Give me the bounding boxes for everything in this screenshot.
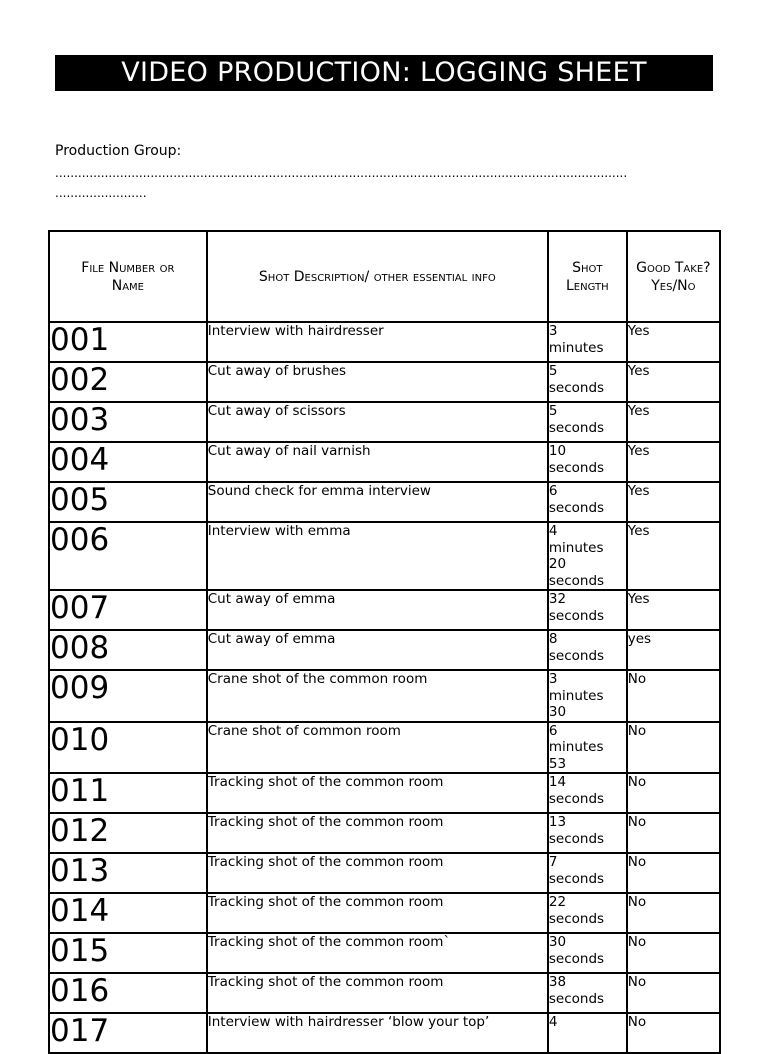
- table-row: [49, 322, 720, 362]
- shot-description-cell: Tracking shot of the common room: [207, 893, 548, 933]
- file-number-cell: 015: [49, 933, 207, 973]
- file-number-cell: 007: [49, 590, 207, 630]
- file-number-cell: 011: [49, 773, 207, 813]
- shot-description-cell: Cut away of emma: [207, 630, 548, 670]
- shot-length-text: 8 seconds: [548, 631, 605, 664]
- good-take-cell: Yes: [627, 442, 720, 482]
- header-row: [49, 231, 720, 322]
- shot-length-cell: [548, 590, 627, 630]
- shot-length-cell: [548, 482, 627, 522]
- file-number-cell: 008: [49, 630, 207, 670]
- shot-description-cell: Tracking shot of the common room: [207, 773, 548, 813]
- good-take-cell: Yes: [627, 482, 720, 522]
- shot-description-cell: Cut away of scissors: [207, 402, 548, 442]
- production-group-dotted-line: ......................................................................................................................................................: [55, 166, 628, 180]
- header-good-take: Good Take? Yes/No: [627, 231, 720, 322]
- table-row: [49, 722, 720, 774]
- good-take-cell: yes: [627, 630, 720, 670]
- shot-length-text: 3 minutes 30: [548, 671, 604, 720]
- shot-description-cell: Tracking shot of the common room: [207, 973, 548, 1013]
- file-number-cell: 012: [49, 813, 207, 853]
- shot-length-cell: [548, 442, 627, 482]
- shot-length-text: 6 seconds: [548, 483, 605, 516]
- table-row: [49, 630, 720, 670]
- shot-length-cell: [548, 322, 627, 362]
- file-number-cell: 017: [49, 1013, 207, 1053]
- good-take-cell: No: [627, 933, 720, 973]
- shot-description-cell: Tracking shot of the common room: [207, 853, 548, 893]
- good-take-cell: No: [627, 670, 720, 722]
- production-group-label: Production Group:: [55, 143, 182, 159]
- shot-length-text: 4: [548, 1014, 558, 1030]
- log-body: [49, 322, 720, 1053]
- table-row: [49, 813, 720, 853]
- shot-length-cell: [548, 1013, 627, 1053]
- good-take-cell: Yes: [627, 322, 720, 362]
- table-row: [49, 362, 720, 402]
- header-file-number: File Number or Name: [49, 231, 207, 322]
- table-row: [49, 402, 720, 442]
- good-take-cell: Yes: [627, 590, 720, 630]
- shot-length-text: 7 seconds: [548, 854, 605, 887]
- file-number-cell: 009: [49, 670, 207, 722]
- shot-length-text: 10 seconds: [548, 443, 605, 476]
- shot-description-cell: Interview with hairdresser ‘blow your top’: [207, 1013, 548, 1053]
- good-take-cell: No: [627, 722, 720, 774]
- shot-length-text: 38 seconds: [548, 974, 605, 1007]
- file-number-cell: 002: [49, 362, 207, 402]
- shot-length-text: 4 minutes 20 seconds: [548, 523, 605, 589]
- file-number-cell: 004: [49, 442, 207, 482]
- good-take-cell: Yes: [627, 522, 720, 590]
- shot-length-cell: [548, 813, 627, 853]
- table-row: [49, 522, 720, 590]
- shot-length-text: 3 minutes: [548, 323, 604, 356]
- file-number-cell: 016: [49, 973, 207, 1013]
- good-take-cell: Yes: [627, 362, 720, 402]
- table-row: [49, 773, 720, 813]
- shot-length-text: 32 seconds: [548, 591, 605, 624]
- good-take-cell: No: [627, 813, 720, 853]
- file-number-cell: 001: [49, 322, 207, 362]
- good-take-cell: No: [627, 973, 720, 1013]
- shot-description-cell: Crane shot of the common room: [207, 670, 548, 722]
- table-row: [49, 670, 720, 722]
- good-take-cell: No: [627, 773, 720, 813]
- production-group-dotted-line-continued: ........................: [55, 186, 147, 200]
- shot-length-cell: [548, 630, 627, 670]
- shot-length-cell: [548, 722, 627, 774]
- shot-length-text: 22 seconds: [548, 894, 605, 927]
- good-take-cell: No: [627, 1013, 720, 1053]
- shot-description-cell: Interview with emma: [207, 522, 548, 590]
- good-take-cell: No: [627, 893, 720, 933]
- table-row: [49, 482, 720, 522]
- shot-length-text: 13 seconds: [548, 814, 605, 847]
- file-number-cell: 006: [49, 522, 207, 590]
- table-row: [49, 853, 720, 893]
- shot-length-cell: [548, 933, 627, 973]
- table-row: [49, 933, 720, 973]
- shot-length-cell: [548, 853, 627, 893]
- shot-description-cell: Tracking shot of the common room: [207, 813, 548, 853]
- shot-length-cell: [548, 773, 627, 813]
- shot-description-cell: Cut away of emma: [207, 590, 548, 630]
- shot-description-cell: Tracking shot of the common room`: [207, 933, 548, 973]
- shot-description-cell: Interview with hairdresser: [207, 322, 548, 362]
- shot-description-cell: Crane shot of common room: [207, 722, 548, 774]
- table-row: [49, 442, 720, 482]
- header-shot-length: Shot Length: [548, 231, 627, 322]
- shot-description-cell: Cut away of brushes: [207, 362, 548, 402]
- file-number-cell: 014: [49, 893, 207, 933]
- good-take-cell: Yes: [627, 402, 720, 442]
- file-number-cell: 003: [49, 402, 207, 442]
- shot-description-cell: Cut away of nail varnish: [207, 442, 548, 482]
- table-row: [49, 590, 720, 630]
- page-title: VIDEO PRODUCTION: LOGGING SHEET: [55, 55, 713, 91]
- shot-length-text: 5 seconds: [548, 403, 605, 436]
- shot-length-text: 30 seconds: [548, 934, 605, 967]
- shot-description-cell: Sound check for emma interview: [207, 482, 548, 522]
- shot-length-cell: [548, 362, 627, 402]
- table-row: [49, 973, 720, 1013]
- table-row: [49, 893, 720, 933]
- file-number-cell: 005: [49, 482, 207, 522]
- file-number-cell: 010: [49, 722, 207, 774]
- shot-length-cell: [548, 402, 627, 442]
- shot-length-text: 14 seconds: [548, 774, 605, 807]
- file-number-cell: 013: [49, 853, 207, 893]
- header-shot-description: Shot Description/ other essential info: [207, 231, 548, 322]
- logging-table: [48, 230, 721, 1054]
- good-take-cell: No: [627, 853, 720, 893]
- shot-length-cell: [548, 893, 627, 933]
- shot-length-cell: [548, 973, 627, 1013]
- table-row: [49, 1013, 720, 1053]
- shot-length-text: 5 seconds: [548, 363, 605, 396]
- shot-length-text: 6 minutes 53: [548, 722, 604, 772]
- shot-length-cell: [548, 522, 627, 590]
- shot-length-cell: [548, 670, 627, 722]
